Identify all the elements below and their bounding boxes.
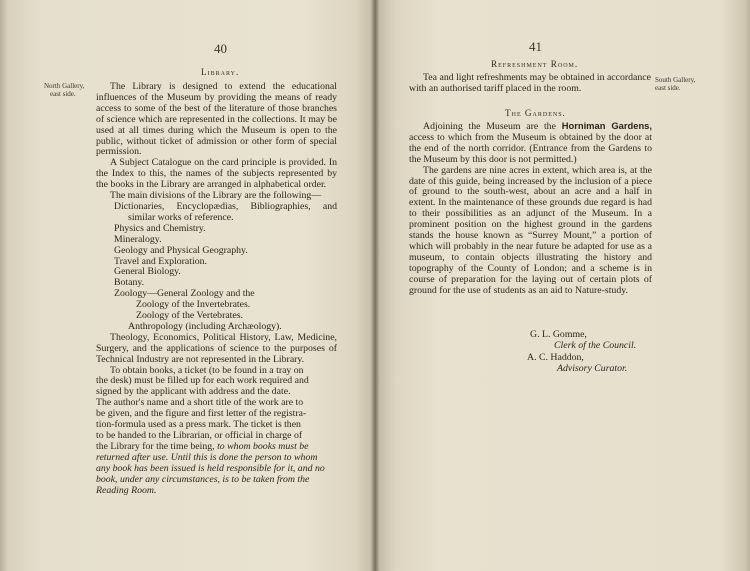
division-item: Mineralogy. xyxy=(114,233,162,245)
library-intro-paragraph: The Library is designed to extend the educational influences of the Museum by providing the means of ready access to some of the best of the literature of those branches of science which are represented in the collections. It may be used at all times during which the Museum is open to the public, without ticket of admission or other form of special permission. xyxy=(96,81,337,158)
rules-line: to be handed to the Librarian, or official in charge of xyxy=(96,430,303,441)
rules-line-italic: book, under any circumstances, is to be taken from the xyxy=(96,473,310,485)
page-number-left: 40 xyxy=(214,41,227,56)
zoology-subitem: Zoology of the Vertebrates. xyxy=(136,310,244,322)
not-represented-paragraph: Theology, Economics, Political History, Law, Medicine, Surgery, and the applications of science to the purposes of Technical Industry are not represented in the Library. xyxy=(96,331,337,365)
signature-gomme: G. L. Gomme, Clerk of the Council. xyxy=(530,329,637,352)
main-divisions-intro: The main divisions of the Library are the following— xyxy=(110,190,322,202)
rules-line: the Library for the time being, to whom books must be xyxy=(96,440,309,452)
division-item: Zoology—General Zoology and the xyxy=(114,288,255,300)
right-page xyxy=(379,0,750,571)
page-number-right: 41 xyxy=(529,39,542,54)
gardens-text xyxy=(409,121,652,297)
subject-catalogue-paragraph: A Subject Catalogue on the card principle is provided. In the Index to this, the names of the subjects represented by the books in the Library are arranged in alphabetical order. xyxy=(96,157,337,191)
book-fold xyxy=(371,0,379,571)
borrowing-rules-paragraph xyxy=(96,366,337,497)
rules-line: tion-formula used as a press mark. The ticket is then xyxy=(96,419,301,431)
rules-line: signed by the applicant with address and the date. xyxy=(96,386,291,398)
division-item: Travel and Exploration. xyxy=(114,255,207,267)
division-item: Geology and Physical Geography. xyxy=(114,244,248,256)
zoology-subitem: Zoology of the Invertebrates. xyxy=(136,299,251,311)
division-item: Physics and Chemistry. xyxy=(114,222,206,234)
rules-line-italic: Reading Room. xyxy=(96,484,157,496)
rules-line: the desk) must be filled up for each work required and xyxy=(96,375,309,387)
division-item: Anthropology (including Archæology). xyxy=(128,320,282,332)
signature-haddon: A. C. Haddon, Advisory Curator. xyxy=(527,352,628,375)
rules-line-italic: returned after use. Until this is done the person to whom xyxy=(96,451,318,463)
refreshment-text xyxy=(409,73,651,95)
rules-line: To obtain books, a ticket (to be found in a tray on xyxy=(110,364,304,376)
gardens-heading: The Gardens. xyxy=(505,108,566,118)
rules-line-italic: any book has been issued is held responsible for it, and no xyxy=(96,462,325,474)
library-heading: Library. xyxy=(201,67,240,77)
refreshment-paragraph: Tea and light refreshments may be obtained in accordance with an authorised tariff placed in the room. xyxy=(409,72,651,94)
gardens-access-paragraph: Adjoining the Museum are the Horniman Gardens, access to which from the Museum is obtained by the door at the end of the north corridor. (Entrance from the Gardens to the Museum by this door is not permitted.) xyxy=(409,120,653,165)
library-text xyxy=(96,82,337,496)
gardens-description-paragraph: The gardens are nine acres in extent, which area is, at the date of this guide, being increased by the inclusion of a piece of ground to the south-west, about an acre and a half in extent. In the maintenance of these grounds due regard is had to their possibilities as an adjunct of the Museum. In a prominent position on the highest ground in the gardens stands the house known as “Surrey Mount,” a portion of which will probably in the near future be adapted for use as a museum, to contain objects illustrating the history and topography of the County of London; and a scheme is in course of preparation for the laying out of certain plots of ground for the use of students as an aid to Nature-study. xyxy=(409,164,652,296)
division-item: Botany. xyxy=(114,277,145,289)
horniman-gardens-name: Horniman Gardens, xyxy=(561,120,653,131)
division-item: Dictionaries, Encyclopædias, Bibliographies, and similar works of reference. xyxy=(114,200,337,223)
division-item: General Biology. xyxy=(114,266,181,278)
left-page xyxy=(0,0,372,571)
rules-line: be given, and the figure and first letter of the registra- xyxy=(96,408,307,420)
rules-line: The author's name and a short title of the work are to xyxy=(96,397,304,409)
margin-note-left: North Gallery, east side. xyxy=(44,82,85,98)
refreshment-heading: Refreshment Room. xyxy=(491,59,579,69)
margin-note-right: South Gallery, east side. xyxy=(655,76,696,92)
